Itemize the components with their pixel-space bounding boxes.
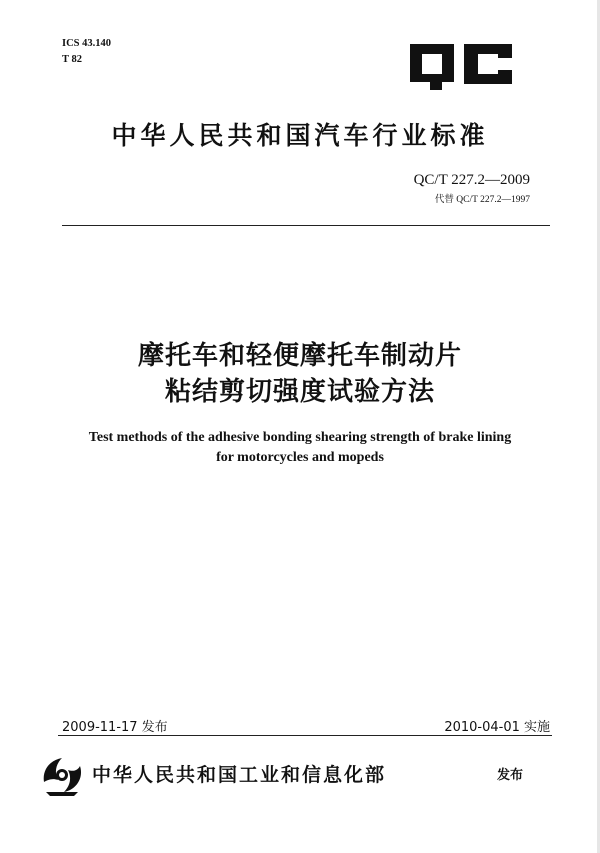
implementation-date: 2010-04-01 实施 [444, 720, 550, 735]
ics-code: ICS 43.140 [62, 38, 112, 49]
ministry-emblem-icon [38, 752, 86, 798]
issuing-ministry: 中华人民共和国工业和信息化部 [92, 764, 387, 786]
standard-category-title: 中华人民共和国汽车行业标准 [111, 121, 489, 150]
classification-code: T 82 [62, 54, 82, 65]
bottom-divider [58, 735, 552, 736]
chinese-title-line-2: 粘结剪切强度试验方法 [164, 377, 435, 407]
standard-number: QC/T 227.2—2009 [413, 172, 530, 188]
qc-logo [406, 38, 516, 96]
publish-label: 发布 [497, 768, 524, 783]
chinese-title-line-1: 摩托车和轻便摩托车制动片 [137, 341, 462, 371]
replaces-standard: 代替 QC/T 227.2—1997 [434, 195, 530, 205]
english-title-line-2: for motorcycles and mopeds [216, 450, 384, 465]
top-divider [62, 225, 550, 226]
english-title-line-1: Test methods of the adhesive bonding shearing strength of brake lining [88, 430, 512, 445]
issue-date: 2009-11-17 发布 [62, 720, 168, 735]
